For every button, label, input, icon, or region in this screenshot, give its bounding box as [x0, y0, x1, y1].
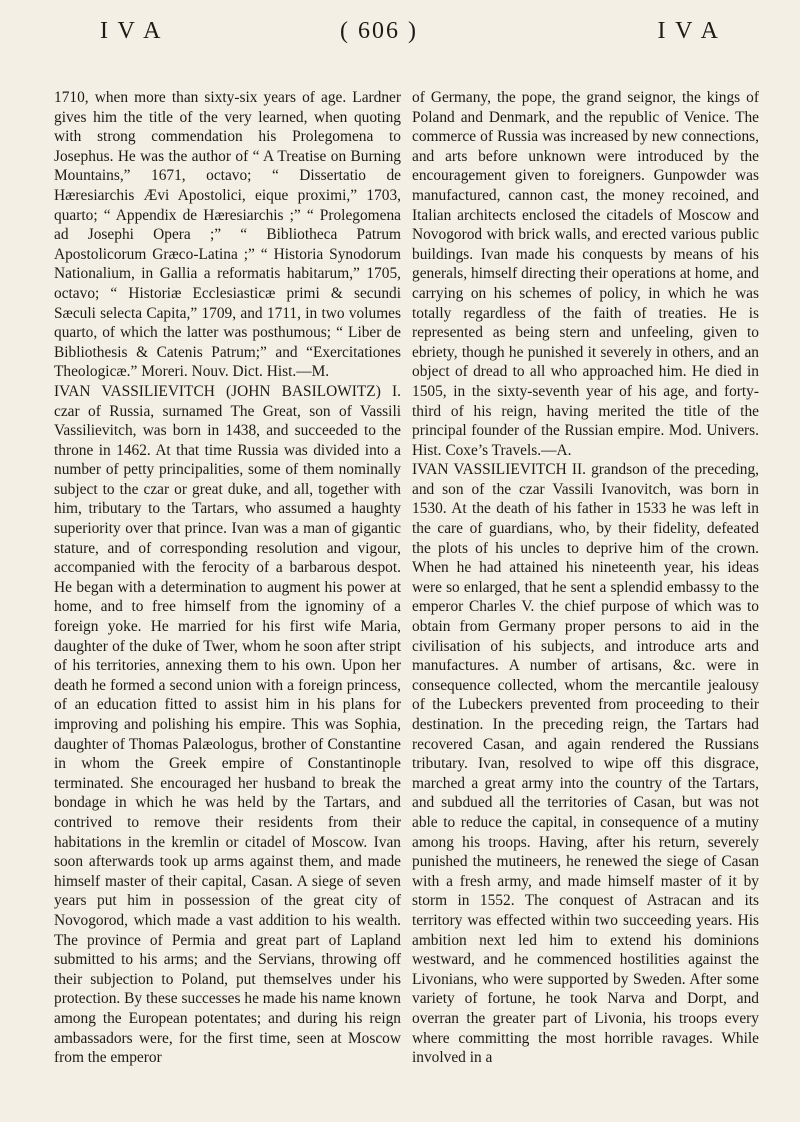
paragraph-ivan-ii: IVAN VASSILIEVITCH II. grandson of the preceding, and son of the czar Vassili Ivanovitch, was born in 1530. At the death of his father in 1533 he was left in the care of guardians, who, by their fidelity, defeated the plots of his uncles to deprive him of the crown. When he had attained his nineteenth year, his ideas were so enlarged, that he sent a splendid embassy to the emperor Charles V. the chief purpose of which was to obtain from Germany proper persons to aid in the civilisation of his subjects, and introduce arts and manufactures. A number of artisans, &c. were in consequence collected, whom the mercantile jealousy of the Lubeckers prevented from proceeding to their destination. In the preceding reign, the Tartars had recovered Casan, and again rendered the Russians tributary. Ivan, resolved to wipe off this disgrace, marched a great army into the country of the Tartars, and subdued all the territories of Casan, but was not able to reduce the capital, in consequence of a mutiny among his troops. Having, after his return, severely punished the mutineers, he renewed the siege of Casan with a fresh army, and made himself master of it by storm in 1552. The conquest of Astracan and its territory was effected within two succeeding years. His ambition next led him to extend his dominions westward, and he commenced hostilities against the Livonians, who were supported by Sweden. After some variety of fortune, he took Narva and Dorpt, and overran the greater part of Livonia, his troops every where committing the most horrible ravages. While involved in a	[412, 461, 759, 1067]
header-right-word: I V A	[657, 18, 720, 44]
page-number: ( 606 )	[340, 18, 418, 44]
left-column	[54, 88, 401, 1068]
running-header	[100, 18, 720, 58]
paragraph-lardner-works: 1710, when more than sixty-six years of age. Lardner gives him the title of the very learned, when quoting with strong commendation his Prolegomena to Josephus. He was the author of “ A Treatise on Burning Mountains,” 1671, octavo; “ Dissertatio de Hæresiarchis Ævi Apostolici, eique proximi,” 1703, quarto; “ Appendix de Hæresiarchis ;” “ Prolegomena ad Josephi Opera ;” “ Bibliotheca Patrum Apostolicorum Græco-Latina ;” “ Historia Synodorum Nationalium, in Gallia a reformatis habitarum,” 1705, octavo; “ Historiæ Ecclesiasticæ primi & secundi Sæculi selecta Capita,” 1709, and 1711, in two volumes quarto, of which the latter was posthumous; “ Liber de Bibliothesis & Catenis Patrum;” and “Exercitationes Theologicæ.” Moreri. Nouv. Dict. Hist.—M.	[54, 89, 401, 381]
header-left-word: I V A	[100, 18, 163, 44]
right-column	[412, 88, 759, 1068]
paragraph-ivan-i-continued: of Germany, the pope, the grand seignor, the kings of Poland and Denmark, and the republic of Venice. The commerce of Russia was increased by new connections, and arts before unknown were introduced by the encouragement given to foreigners. Gunpowder was manufactured, cannon cast, the money recoined, and Italian architects enclosed the citadels of Moscow and Novogorod with brick walls, and erected various public buildings. Ivan made his conquests by means of his generals, himself directing their operations at home, and carrying on his schemes of policy, in which he was totally regardless of the faith of treaties. He is represented as being stern and unfeeling, given to ebriety, though he punished it severely in others, and an object of dread to all who approached him. He died in 1505, in the sixty-seventh year of his age, and forty-third of his reign, having merited the title of the principal founder of the Russian empire. Mod. Univers. Hist. Coxe’s Travels.—A.	[412, 89, 759, 459]
paragraph-ivan-i: IVAN VASSILIEVITCH (JOHN BASILOWITZ) I. czar of Russia, surnamed The Great, son of Vassili Vassilievitch, was born in 1438, and succeeded to the throne in 1462. At that time Russia was divided into a number of petty principalities, some of them nominally subject to the czar or great duke, and all, together with him, tributary to the Tartars, who assumed a haughty superiority over that prince. Ivan was a man of gigantic stature, and of corresponding resolution and vigour, accompanied with the ferocity of a barbarous despot. He began with a determination to augment his power at home, and to free himself from the ignominy of a foreign yoke. He married for his first wife Maria, daughter of the duke of Twer, whom he soon after stript of his territories, annexing them to his own. Upon her death he formed a second union with a foreign princess, of an education fitted to assist him in his plans for improving and polishing his empire. This was Sophia, daughter of Thomas Palæologus, brother of Constantine in whom the Greek empire of Constantinople terminated. She encouraged her husband to break the bondage in which he was held by the Tartars, and contrived to remove their residents from their habitations in the kremlin or citadel of Moscow. Ivan soon afterwards took up arms against them, and made himself master of their capital, Casan. A siege of seven years put him in possession of the great city of Novogorod, which made a vast addition to his wealth. The province of Permia and great part of Lapland submitted to his arms; and the Servians, throwing off their subjection to Poland, put themselves under his protection. By these successes he made his name known among the European potentates; and during his reign ambassadors were, for the first time, seen at Moscow from the emperor	[54, 382, 401, 1067]
